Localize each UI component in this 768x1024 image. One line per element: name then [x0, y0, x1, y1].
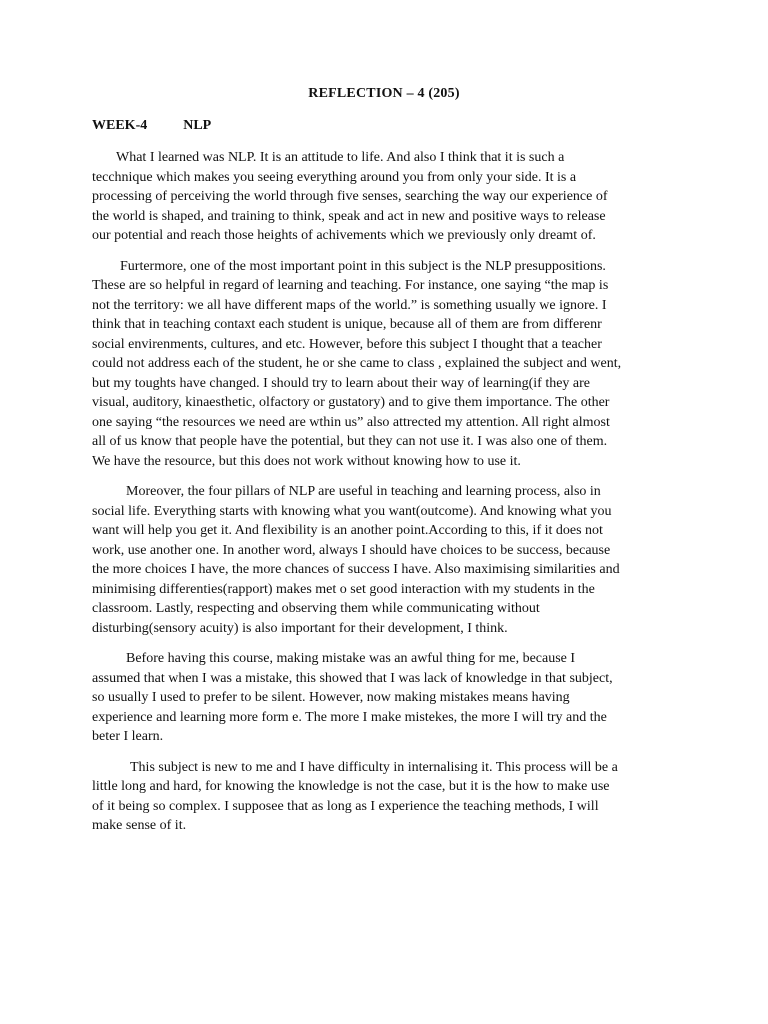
paragraph	[92, 148, 676, 246]
paragraph-line: minimising differenties(rapport) makes met o set good interaction with my students in the	[92, 581, 595, 597]
paragraph-line: What I learned was NLP. It is an attitude to life. And also I think that it is such a	[116, 150, 565, 165]
paragraph-line: Moreover, the four pillars of NLP are useful in teaching and learning process, also in	[126, 484, 601, 499]
paragraph	[92, 257, 676, 472]
document-body	[92, 148, 676, 847]
paragraph-line: the more choices I have, the more chances of success I have. Also maximising similarities and	[92, 562, 620, 577]
paragraph-line: work, use another one. In another word, always I should have choices to be success, because	[92, 542, 611, 558]
paragraph-line: think that in teaching contaxt each student is unique, because all of them are from differenr	[92, 317, 602, 332]
week-heading	[92, 118, 211, 134]
paragraph-line: visual, auditory, kinaesthetic, olfactory or gustatory) and to give them importance. The other	[92, 395, 610, 410]
paragraph-line: not the territory: we all have different maps of the world.” is something usually we ignore. I	[92, 297, 607, 313]
paragraph-line: want will help you get it. And flexibility is an another point.According to this, if it does not	[92, 523, 603, 538]
topic-label: NLP	[183, 118, 212, 133]
paragraph-line: the world is shaped, and training to think, speak and act in new and positive ways to release	[92, 208, 606, 224]
paragraph-line: beter I learn.	[92, 729, 164, 744]
paragraph-line: assumed that when I was a mistake, this showed that I was lack of knowledge in that subject,	[92, 670, 613, 686]
paragraph-line: but my toughts have changed. I should try to learn about their way of learning(if they are	[92, 375, 591, 391]
paragraph-line: experience and learning more form e. The more I make mistekes, the more I will try and the	[92, 709, 607, 725]
paragraph-line: processing of perceiving the world through five senses, searching the way our experience of	[92, 189, 608, 204]
paragraph	[92, 649, 676, 747]
paragraph-line: social life. Everything starts with knowing what you want(outcome). And knowing what you	[92, 503, 612, 519]
paragraph-line: our potential and reach those heights of achivements which we previously only dreamt of.	[92, 228, 596, 243]
paragraph-line: of it being so complex. I supposee that as long as I experience the teaching methods, I will	[92, 798, 599, 814]
paragraph-line: These are so helpful in regard of learning and teaching. For instance, one saying “the map is	[92, 278, 609, 293]
paragraph	[92, 758, 676, 836]
paragraph-line: Before having this course, making mistake was an awful thing for me, because I	[126, 651, 576, 666]
week-label: WEEK-4	[92, 118, 148, 133]
paragraph-line: could not address each of the student, he or she came to class , explained the subject and went,	[92, 356, 622, 371]
paragraph-line: so usually I used to prefer to be silent. However, now making mistakes means having	[92, 690, 570, 705]
paragraph-line: social envirenments, cultures, and etc. However, before this subject I thought that a teacher	[92, 336, 602, 352]
paragraph-line: all of us know that people have the potential, but they can not use it. I was also one of them.	[92, 434, 608, 449]
paragraph-line: make sense of it.	[92, 818, 187, 833]
paragraph-line: Furtermore, one of the most important point in this subject is the NLP presuppositions.	[120, 258, 606, 274]
paragraph-line: disturbing(sensory acuity) is also important for their development, I think.	[92, 620, 508, 636]
paragraph-line: This subject is new to me and I have difficulty in internalising it. This process will be a	[130, 759, 618, 775]
paragraph	[92, 482, 676, 638]
paragraph-line: one saying “the resources we need are wthin us” also attrected my attention. All right almost	[92, 414, 610, 430]
paragraph-line: classroom. Lastly, respecting and observing them while communicating without	[92, 601, 540, 616]
document-title: REFLECTION – 4 (205)	[308, 86, 460, 101]
paragraph-line: little long and hard, for knowing the knowledge is not the case, but it is the how to make use	[92, 779, 610, 794]
paragraph-line: We have the resource, but this does not work without knowing how to use it.	[92, 453, 521, 469]
paragraph-line: tecchnique which makes you seeing everything around you from only your side. It is a	[92, 169, 577, 185]
